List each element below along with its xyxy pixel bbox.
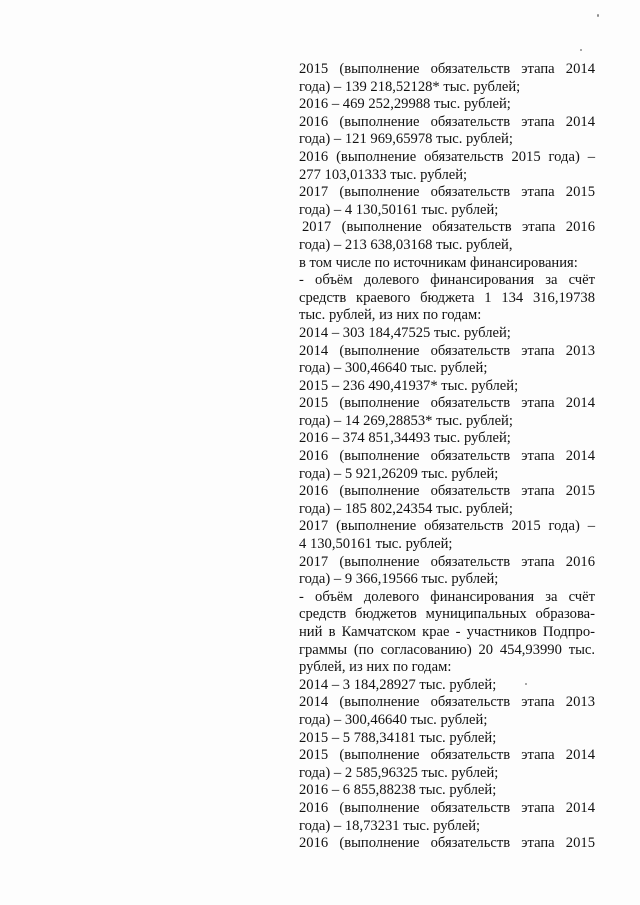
text-line: 2014 (выполнение обязательств этапа 2013 bbox=[299, 694, 595, 711]
text-line: 2016 – 6 855,88238 тыс. рублей; bbox=[299, 782, 497, 799]
text-line: 4 130,50161 тыс. рублей; bbox=[299, 536, 453, 553]
text-line: 2016 (выполнение обязательств этапа 2015 bbox=[299, 835, 595, 852]
scan-speck bbox=[580, 49, 582, 51]
text-line: года) – 18,73231 тыс. рублей; bbox=[299, 817, 481, 834]
text-line: рублей, из них по годам: bbox=[299, 659, 452, 676]
text-line: года) – 4 130,50161 тыс. рублей; bbox=[299, 201, 499, 218]
text-line: года) – 139 218,52128* тыс. рублей; bbox=[299, 78, 521, 95]
text-line: года) – 300,46640 тыс. рублей; bbox=[299, 360, 488, 377]
text-line: - объём долевого финансирования за счёт bbox=[299, 588, 595, 605]
text-line: 2016 – 469 252,29988 тыс. рублей; bbox=[299, 96, 511, 113]
text-line: 2016 (выполнение обязательств 2015 года) – bbox=[299, 148, 595, 165]
text-line: 2015 (выполнение обязательств этапа 2014 bbox=[299, 61, 595, 77]
text-line: года) – 300,46640 тыс. рублей; bbox=[299, 711, 488, 728]
text-line: средств краевого бюджета 1 134 316,19738 bbox=[299, 289, 595, 306]
text-line: граммы (по согласованию) 20 454,93990 тыс. bbox=[299, 641, 595, 658]
text-line: в том числе по источникам финансирования: bbox=[299, 254, 578, 271]
text-line: 2015 (выполнение обязательств этапа 2014 bbox=[299, 395, 595, 412]
text-line: 2016 (выполнение обязательств этапа 2014 bbox=[299, 113, 595, 130]
text-line: 277 103,01333 тыс. рублей; bbox=[299, 166, 468, 183]
text-line: 2016 (выполнение обязательств этапа 2015 bbox=[299, 483, 595, 500]
text-line: 2016 – 374 851,34493 тыс. рублей; bbox=[299, 430, 511, 447]
text-line: 2017 (выполнение обязательств 2015 года) – bbox=[299, 518, 595, 535]
text-line: 2017 (выполнение обязательств этапа 2015 bbox=[299, 184, 595, 201]
text-line: года) – 14 269,28853* тыс. рублей; bbox=[299, 412, 513, 429]
funding-text-block bbox=[299, 61, 595, 853]
text-line: года) – 213 638,03168 тыс. рублей, bbox=[299, 236, 513, 253]
text-line: 2014 – 3 184,28927 тыс. рублей; bbox=[299, 676, 497, 693]
scan-speck bbox=[597, 14, 599, 17]
text-line: 2017 (выполнение обязательств этапа 2016 bbox=[302, 219, 595, 236]
text-line: 2015 (выполнение обязательств этапа 2014 bbox=[299, 747, 595, 764]
text-line: тыс. рублей, из них по годам: bbox=[299, 307, 482, 324]
text-line: 2016 (выполнение обязательств этапа 2014 bbox=[299, 448, 595, 465]
text-line: 2015 – 5 788,34181 тыс. рублей; bbox=[299, 729, 497, 746]
text-line: 2014 (выполнение обязательств этапа 2013 bbox=[299, 342, 595, 359]
text-line: года) – 185 802,24354 тыс. рублей; bbox=[299, 500, 513, 517]
text-line: года) – 9 366,19566 тыс. рублей; bbox=[299, 571, 499, 588]
text-line: 2016 (выполнение обязательств этапа 2014 bbox=[299, 799, 595, 816]
text-line: 2015 – 236 490,41937* тыс. рублей; bbox=[299, 377, 519, 394]
text-line: - объём долевого финансирования за счёт bbox=[299, 272, 595, 289]
text-line: года) – 5 921,26209 тыс. рублей; bbox=[299, 465, 499, 482]
scan-speck bbox=[525, 683, 527, 685]
text-line: 2014 – 303 184,47525 тыс. рублей; bbox=[299, 324, 511, 341]
text-line: года) – 121 969,65978 тыс. рублей; bbox=[299, 131, 513, 148]
text-line: 2017 (выполнение обязательств этапа 2016 bbox=[299, 553, 595, 570]
text-line: ний в Камчатском крае - участников Подпро- bbox=[299, 624, 595, 640]
text-line: года) – 2 585,96325 тыс. рублей; bbox=[299, 764, 499, 781]
text-line: средств бюджетов муниципальных образова- bbox=[299, 606, 595, 623]
